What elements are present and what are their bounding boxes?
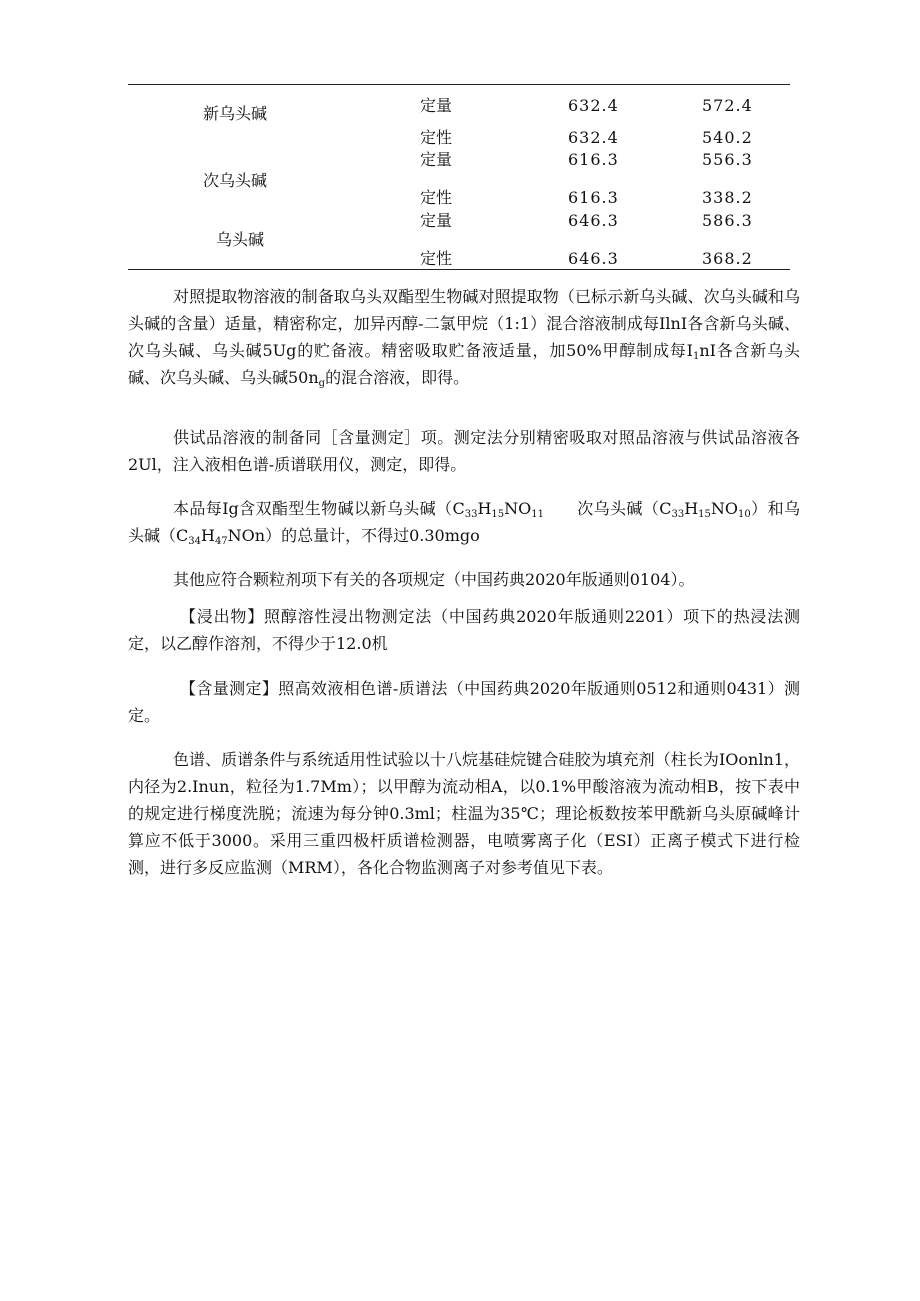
table-value: 368.2 <box>702 249 753 268</box>
table-value: 632.4 <box>568 128 619 147</box>
paragraph-assay: 【含量测定】照高效液相色谱-质谱法（中国药典2020年版通则0512和通则0431）测定。 <box>128 679 800 725</box>
table-type: 定量 <box>420 211 453 230</box>
paragraph-extract: 【浸出物】照醇溶性浸出物测定法（中国药典2020年版通则2201）项下的热浸法测定，以乙醇作溶剂，不得少于12.0机 <box>128 607 800 653</box>
table-value: 572.4 <box>702 96 753 115</box>
table-value: 338.2 <box>702 188 753 207</box>
table-value: 632.4 <box>568 96 619 115</box>
table-type: 定量 <box>420 96 453 115</box>
table-type: 定量 <box>420 150 453 169</box>
table-value: 556.3 <box>702 150 753 169</box>
table-value: 616.3 <box>568 150 619 169</box>
table-value: 616.3 <box>568 188 619 207</box>
table-compound-name: 新乌头碱 <box>203 104 268 123</box>
paragraph-test-solution: 供试品溶液的制备同［含量测定］项。测定法分别精密吸取对照品溶液与供试品溶液各2Ul，注入液相色谱-质谱联用仪，测定，即得。 <box>128 428 800 474</box>
table-type: 定性 <box>420 249 453 268</box>
table-type: 定性 <box>420 188 453 207</box>
table-type: 定性 <box>420 128 453 147</box>
paragraph-reference-solution: 对照提取物溶液的制备取乌头双酯型生物碱对照提取物（已标示新乌头碱、次乌头碱和乌头碱的含量）适量，精密称定，加异丙醇-二氯甲烷（1:1）混合溶液制成每IlnI各含新乌头碱、次乌头碱、乌头碱5Ug的贮备液。精密吸取贮备液适量，加50%甲醇制成每$I_1nI$各含新乌头碱、次乌头碱、乌头碱$50n_g$的混合溶液，即得。 <box>128 287 800 389</box>
table-compound-name: 次乌头碱 <box>203 171 268 190</box>
paragraph-chromatography: 色谱、质谱条件与系统适用性试验以十八烷基硅烷键合硅胶为填充剂（柱长为IOonln1，内径为2.Inun，粒径为1.7Mm）；以甲醇为流动相A，以0.1%甲酸溶液为流动相B，按下表中的规定进行梯度洗脱；流速为每分钟0.3ml；柱温为35℃；理论板数按苯甲酰新乌头原碱峰计算应不低于3000。采用三重四极杆质谱检测器，电喷雾离子化（ESI）正离子模式下进行检测，进行多反应监测（MRM），各化合物监测离子对参考值见下表。 <box>128 750 800 877</box>
paragraph-limit: 本品每Ig含双酯型生物碱以新乌头碱（$C_{33}H_{15}NO_{11}$ 次乌头碱$(C_{33}H_{15}NO_{10})$和乌头碱$(C_{34}H_{47}NOn)$的总量计，不得过0.30mgo <box>128 499 800 547</box>
table-value: 540.2 <box>702 128 753 147</box>
table-value: 646.3 <box>568 249 619 268</box>
table-compound-name: 乌头碱 <box>216 230 265 249</box>
paragraph-other-requirements: 其他应符合颗粒剂项下有关的各项规定（中国药典2020年版通则0104）。 <box>173 570 695 589</box>
table-top-rule <box>128 84 790 85</box>
table-bottom-rule <box>128 269 790 270</box>
table-value: 646.3 <box>568 211 619 230</box>
table-value: 586.3 <box>702 211 753 230</box>
